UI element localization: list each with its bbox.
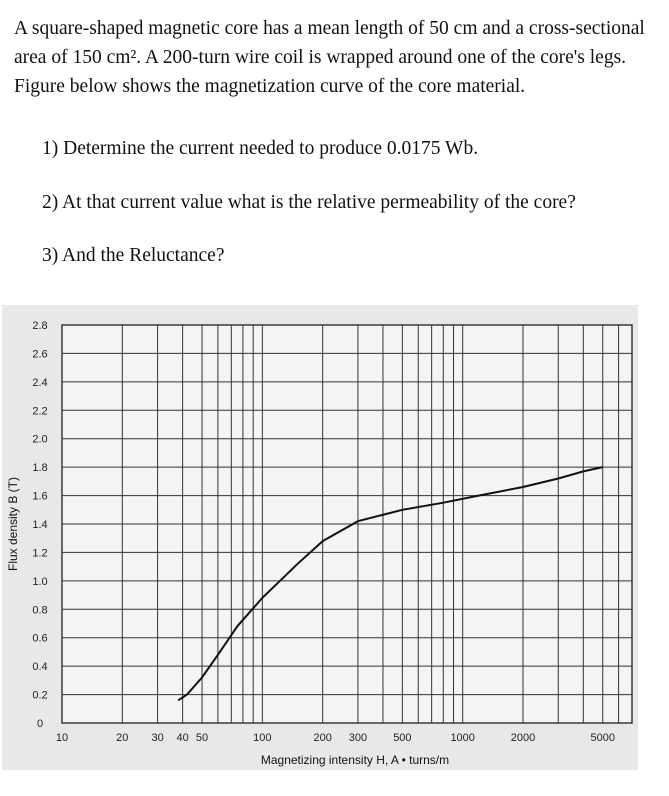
x-tick-label: 100 — [253, 732, 272, 744]
y-tick-label: 0.6 — [32, 632, 48, 645]
x-tick-label: 200 — [313, 732, 332, 744]
y-tick-label: 2.6 — [32, 348, 48, 361]
y-tick-label: 2.8 — [32, 320, 48, 332]
y-axis-label: Flux density B (T) — [6, 476, 20, 572]
y-tick-label: 1.8 — [32, 462, 48, 475]
y-tick-label: 0.4 — [32, 661, 48, 674]
problem-text: A square-shaped magnetic core has a mean length of 50 cm and a cross-sectional area of 150 cm². A 200-turn wire coil is wrapped around one of the core's legs. Figure below shows the magnetization curve of the core material. — [14, 18, 645, 97]
y-tick-label: 2.2 — [32, 405, 48, 418]
question-2: 2) At that current value what is the relative permeability of the core? — [42, 192, 576, 213]
magnetization-chart — [0, 303, 669, 796]
y-tick-label: 1.2 — [32, 547, 48, 560]
x-tick-label: 30 — [151, 732, 164, 744]
y-tick-label: 2.0 — [32, 433, 48, 446]
x-tick-label: 2000 — [510, 732, 536, 744]
question-3: 3) And the Reluctance? — [42, 245, 225, 266]
x-tick-label: 1000 — [450, 732, 475, 744]
x-tick-label: 40 — [176, 732, 189, 744]
y-tick-label: 2.4 — [32, 376, 48, 389]
problem-statement — [14, 14, 654, 101]
y-tick-label: 1.6 — [32, 490, 48, 503]
y-tick-label: 0.2 — [32, 689, 48, 702]
question-1: 1) Determine the current needed to produce 0.0175 Wb. — [42, 138, 479, 159]
y-tick-label: 1.0 — [32, 575, 48, 588]
y-tick-labels — [32, 320, 47, 730]
x-axis-label: Magnetizing intensity H, A • turns/m — [260, 753, 450, 767]
x-tick-label: 10 — [55, 732, 69, 744]
x-tick-label: 50 — [195, 732, 209, 744]
x-tick-label: 500 — [393, 732, 412, 744]
y-tick-label: 0 — [36, 718, 44, 730]
x-tick-label: 300 — [348, 732, 368, 744]
x-tick-label: 5000 — [590, 732, 615, 744]
y-tick-label: 1.4 — [32, 519, 48, 531]
y-tick-label: 0.8 — [32, 604, 48, 617]
magnetization-curve-figure — [0, 303, 669, 796]
x-tick-label: 20 — [116, 732, 129, 744]
